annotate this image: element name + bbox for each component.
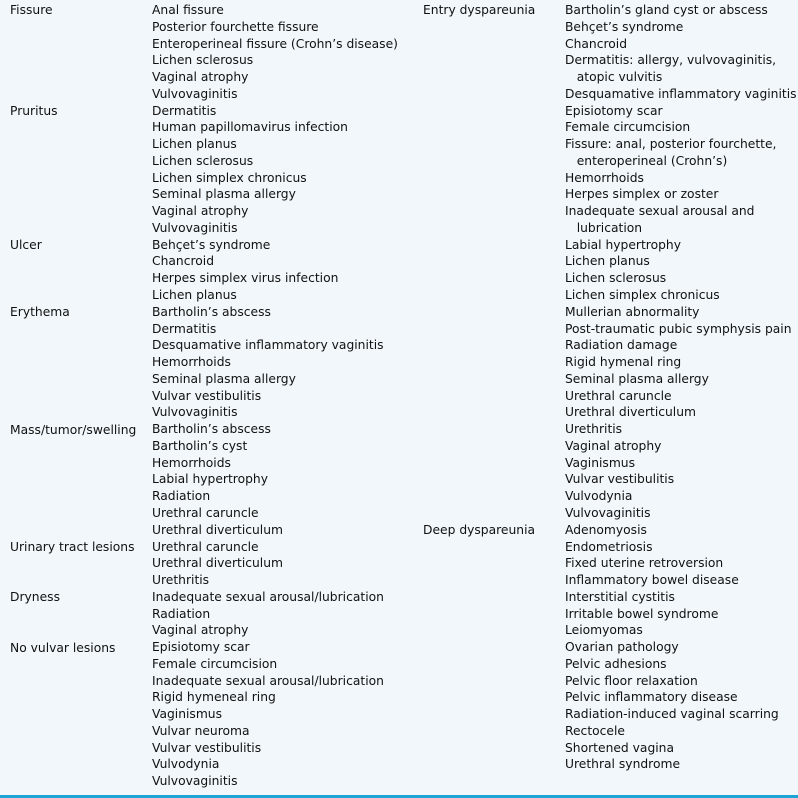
condition-item: Dermatitis: allergy, vulvovaginitis, [565, 53, 777, 68]
condition-item: Vulvar vestibulitis [152, 388, 262, 403]
condition-item: Vulvar vestibulitis [565, 472, 675, 487]
condition-item: Ovarian pathology [565, 640, 679, 655]
category-label: No vulvar lesions [10, 640, 116, 655]
condition-item: Bartholin’s cyst [152, 438, 248, 453]
condition-item: Pelvic floor relaxation [565, 673, 698, 688]
condition-item: Pelvic adhesions [565, 656, 667, 671]
condition-item: Seminal plasma allergy [565, 371, 709, 386]
condition-item: Urethral diverticulum [565, 405, 696, 420]
left-items-column [152, 2, 407, 790]
condition-item: Urethral caruncle [152, 539, 259, 554]
condition-item: Bartholin’s abscess [152, 422, 271, 437]
condition-item: Vulvovaginitis [565, 505, 651, 520]
condition-item: Pelvic inflammatory disease [565, 690, 738, 705]
condition-item: Lichen simplex chronicus [152, 170, 307, 185]
condition-item: Behçet’s syndrome [565, 19, 684, 34]
condition-item: Vulvar neuroma [152, 723, 250, 738]
condition-item: Fixed uterine retroversion [565, 556, 724, 571]
condition-item: Hemorrhoids [152, 455, 231, 470]
condition-item: Urethral diverticulum [152, 522, 283, 537]
condition-item: Hemorrhoids [565, 170, 644, 185]
condition-item: Desquamative inflammatory vaginitis [152, 338, 384, 353]
condition-item: Episiotomy scar [152, 640, 250, 655]
condition-item: Post-traumatic pubic symphysis pain [565, 321, 792, 336]
condition-item: Behçet’s syndrome [152, 237, 271, 252]
condition-item: Bartholin’s abscess [152, 304, 271, 319]
condition-item: Urethral diverticulum [152, 556, 283, 571]
condition-item: Radiation [152, 606, 211, 621]
condition-item: lubrication [565, 220, 643, 235]
condition-item: Female circumcision [152, 656, 278, 671]
condition-item: Dermatitis [152, 321, 217, 336]
condition-item: Lichen sclerosus [152, 153, 254, 168]
condition-item: Vulvodynia [152, 757, 220, 772]
condition-item: Interstitial cystitis [565, 589, 675, 604]
condition-item: Rectocele [565, 723, 625, 738]
condition-item: Rigid hymenal ring [565, 355, 682, 370]
condition-item: Urethritis [565, 422, 623, 437]
condition-item: Mullerian abnormality [565, 304, 700, 319]
condition-item: Adenomyosis [565, 522, 647, 537]
condition-item: Inadequate sexual arousal and [565, 204, 755, 219]
condition-item: Rigid hymeneal ring [152, 690, 276, 705]
condition-item: Bartholin’s gland cyst or abscess [565, 3, 768, 17]
category-label: Erythema [10, 305, 70, 320]
condition-item: Vulvodynia [565, 489, 633, 504]
category-label: Urinary tract lesions [10, 539, 135, 554]
condition-item: Urethral caruncle [152, 505, 259, 520]
condition-item: Desquamative inflammatory vaginitis [565, 86, 797, 101]
condition-item: Vulvovaginitis [152, 405, 238, 420]
condition-item: Enteroperineal fissure (Crohn’s disease) [152, 36, 398, 51]
condition-item: Lichen sclerosus [152, 53, 254, 68]
condition-item: Shortened vagina [565, 740, 675, 755]
condition-item: Vulvovaginitis [152, 220, 238, 235]
condition-item: enteroperineal (Crohn’s) [565, 153, 728, 168]
condition-item: Lichen sclerosus [565, 271, 667, 286]
condition-item: Female circumcision [565, 120, 691, 135]
condition-item: Posterior fourchette fissure [152, 19, 319, 34]
condition-item: Herpes simplex or zoster [565, 187, 719, 202]
condition-item: Episiotomy scar [565, 103, 663, 118]
condition-item: Vulvovaginitis [152, 774, 238, 789]
condition-item: Vaginal atrophy [152, 70, 249, 85]
condition-item: Seminal plasma allergy [152, 187, 296, 202]
condition-item: Leiomyomas [565, 623, 643, 638]
condition-item: Anal fissure [152, 3, 224, 17]
condition-item: Lichen planus [152, 137, 237, 152]
condition-item: Urethral syndrome [565, 757, 681, 772]
condition-item: Dermatitis [152, 103, 217, 118]
condition-item: Fissure: anal, posterior fourchette, [565, 137, 777, 152]
condition-item: Herpes simplex virus infection [152, 271, 339, 286]
condition-item: Vaginal atrophy [152, 623, 249, 638]
condition-item: Inadequate sexual arousal/lubrication [152, 589, 384, 604]
condition-item: Inadequate sexual arousal/lubrication [152, 673, 384, 688]
condition-item: Vaginal atrophy [152, 204, 249, 219]
condition-item: Human papillomavirus infection [152, 120, 348, 135]
category-label: Fissure [10, 3, 53, 17]
right-items-column [565, 2, 795, 773]
category-label: Mass/tumor/swelling [10, 422, 137, 437]
condition-item: Labial hypertrophy [565, 237, 681, 252]
category-label: Pruritus [10, 103, 58, 118]
condition-item: Labial hypertrophy [152, 472, 268, 487]
category-label: Dryness [10, 590, 60, 605]
category-label: Ulcer [10, 237, 42, 252]
condition-item: Vaginismus [152, 707, 223, 722]
category-label: Deep dyspareunia [423, 523, 536, 538]
condition-item: Endometriosis [565, 539, 653, 554]
condition-item: Vulvar vestibulitis [152, 740, 262, 755]
condition-item: Seminal plasma allergy [152, 371, 296, 386]
condition-item: Irritable bowel syndrome [565, 606, 719, 621]
condition-item: Vaginal atrophy [565, 438, 662, 453]
condition-item: Inflammatory bowel disease [565, 573, 739, 588]
condition-item: atopic vulvitis [565, 70, 663, 85]
condition-item: Vulvovaginitis [152, 86, 238, 101]
condition-item: Urethritis [152, 573, 210, 588]
condition-item: Urethral caruncle [565, 388, 672, 403]
condition-item: Lichen simplex chronicus [565, 288, 720, 303]
condition-item: Chancroid [565, 36, 628, 51]
condition-item: Radiation damage [565, 338, 678, 353]
condition-item: Lichen planus [565, 254, 650, 269]
condition-item: Lichen planus [152, 288, 237, 303]
condition-item: Chancroid [152, 254, 215, 269]
condition-item: Radiation [152, 489, 211, 504]
condition-item: Radiation-induced vaginal scarring [565, 707, 779, 722]
category-label: Entry dyspareunia [423, 3, 536, 17]
condition-item: Vaginismus [565, 455, 636, 470]
condition-item: Hemorrhoids [152, 355, 231, 370]
